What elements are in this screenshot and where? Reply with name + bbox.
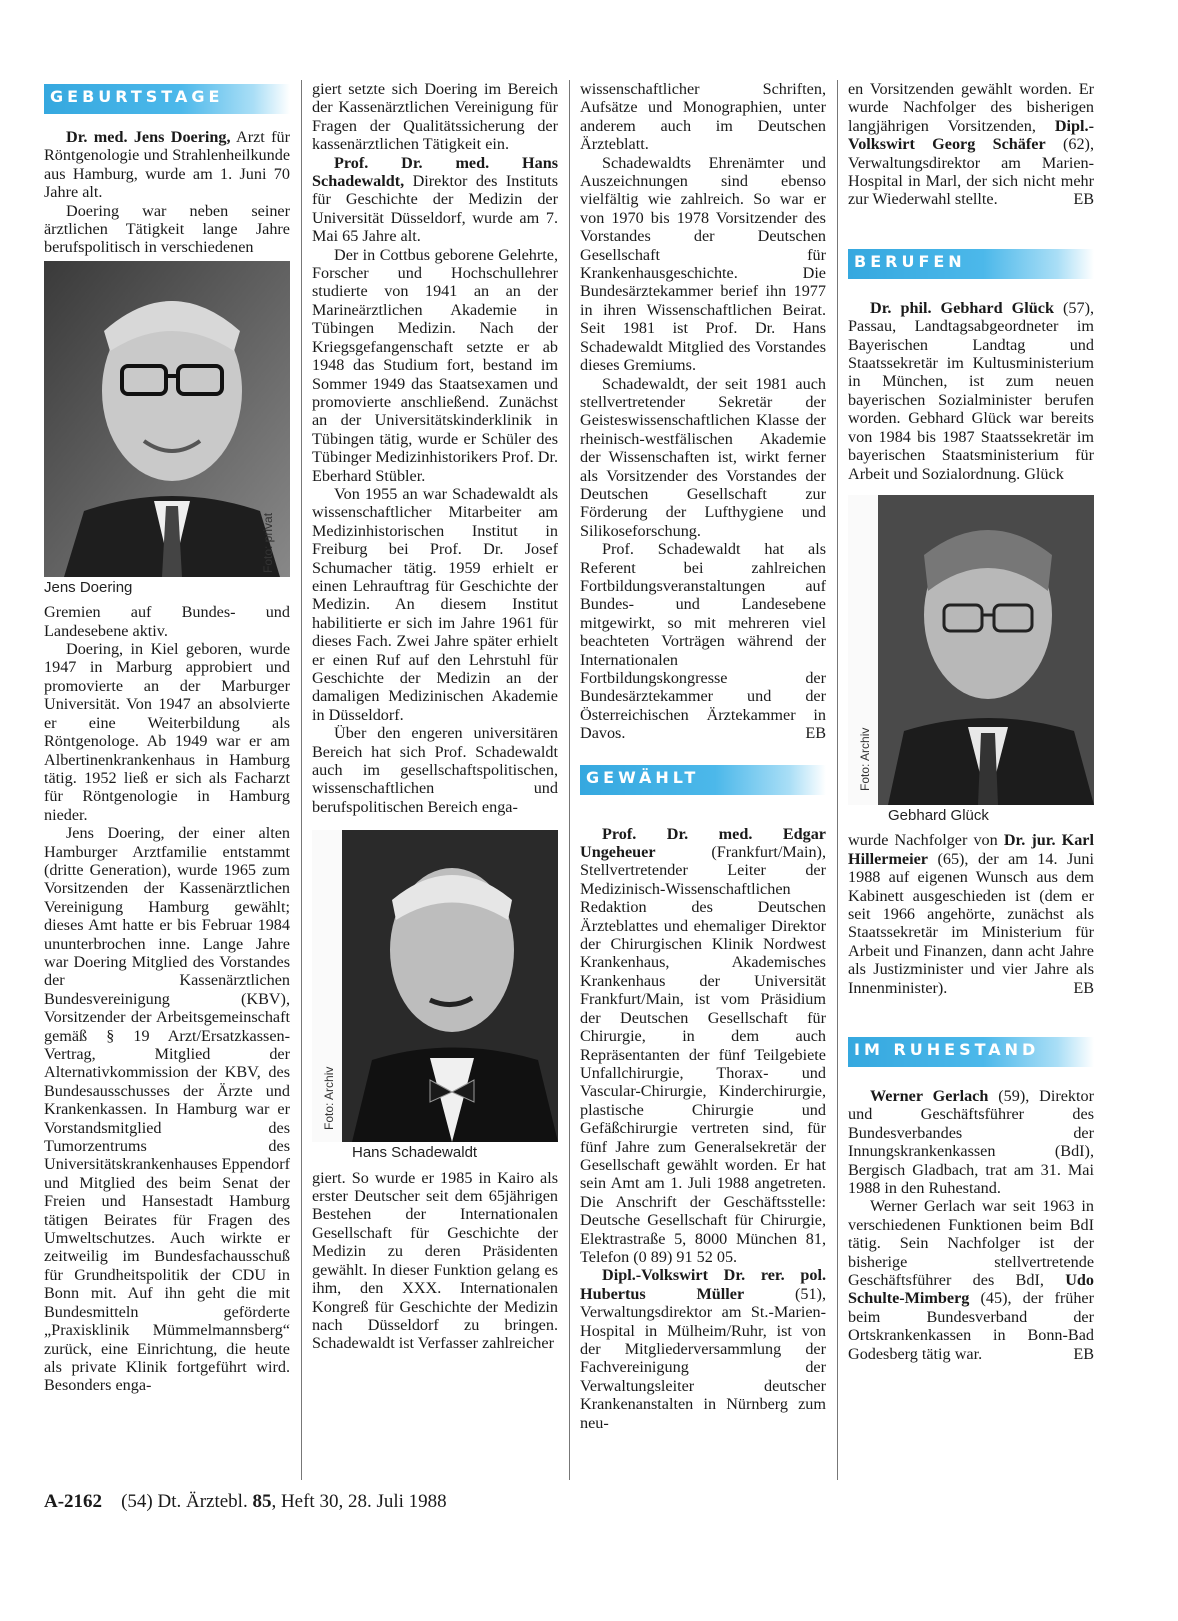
paragraph: Der in Cottbus geborene Gelehrte, Forscher und Hochschullehrer studierte von 1941 an an der Marineärztlichen Akademie in Tübingen Medizin. Nach der Kriegsgefangenschaft setzte er ab 1948 das Studium fort, bestand im Sommer 1949 das Staatsexamen und promovierte anschließend. Zunächst an der Universitätskinderklinik in Tübingen tätig, wurde er Schüler des Tübinger Medizinhistorikers Prof. Dr. Eberhard Stübler. <box>312 245 558 485</box>
column-rule <box>837 80 838 1480</box>
paragraph: Von 1955 an war Schadewaldt als wissenschaftlicher Mitarbeiter am Medizinhistorischen Institut in Freiburg bei Prof. Dr. Josef Schumacher tätig. 1959 erhielt er einen Lehrauftrag für Geschichte der Medizin. An diesem Institut habilitierte er sich im Jahre 1961 für dieses Fach. Zwei Jahre später erhielt er einen Ruf auf den Lehrstuhl für Geschichte der Medizin an der damaligen Medizinischen Akademie in Düsseldorf. <box>312 484 558 724</box>
paragraph-text: (59), Direktor und Geschäftsführer des Bundesverbandes der Innungskrankenkassen (BdI), Bergisch Gladbach, trat am 31. Mai 1988 in den Ruhestand. <box>848 1086 1094 1197</box>
paragraph: Über den engeren universitären Bereich hat sich Prof. Schadewaldt auch im gesellschaftspolitischen, wissenschaftlichen und berufspolitischen Bereich enga- <box>312 724 558 816</box>
column-2 <box>312 80 558 1353</box>
paragraph: Doering war neben seiner ärztlichen Tätigkeit lange Jahre berufspolitisch in verschiedenen <box>44 201 290 257</box>
author-initials: EB <box>1073 1344 1094 1363</box>
paragraph <box>848 1197 1094 1363</box>
section-title: IM RUHESTAND <box>854 1039 1040 1059</box>
paragraph <box>848 80 1094 209</box>
person-name: Udo Schulte-Mimberg <box>848 1271 1094 1308</box>
section-title: GEWÄHLT <box>586 767 700 787</box>
paragraph <box>848 299 1094 483</box>
person-name: Dipl.-Volkswirt Georg Schäfer <box>848 116 1094 154</box>
paragraph: Jens Doering, der einer alten Hamburger Arztfamilie entstammt (dritte Generation), wurde 1965 zum Vorsitzenden der Kassenärztlichen Vereinigung Hamburg gewählt; dieses Amt hatte er bis Februar 1984 ununterbrochen inne. Lange Jahre war Doering Mitglied des Vorstandes der Kassenärztlichen Bundesvereinigung (KBV), Vorsitzender der Arbeitsgemeinschaft gemäß § 19 Arzt/Ersatzkassen-Vertrag, Mitglied der Alternativkommission der KBV, des Bundesausschusses der Ärzte und Krankenkassen. In Hamburg war er Vorstandsmitglied des Tumorzentrums des Universitätskrankenhauses Eppendorf und Mitglied des beim Senat der Freien und Hansestadt Hamburg tätigen Beirates für Fragen des Umweltschutzes. Auch wirkte er zeitweilig im Bundesfachausschuß für Grundheitspolitik der CDU in Bonn mit. Auf ihn geht die mit Bundesmitteln geförderte „Praxisklinik Mümmelmannsberg“ zurück, eine Einrichtung, die heute als private Klinik fortgeführt wird. Besonders enga- <box>44 824 290 1395</box>
volume-number: 85 <box>252 1491 272 1512</box>
paragraph-text: wurde Nachfolger von <box>848 831 1004 850</box>
paragraph-text: (51), Verwaltungsdirektor am St.-Marien-Hospital in Mülheim/Ruhr, ist von der Mitgliederversammlung der Fachvereinigung der Verwaltungsleiter deutscher Krankenanstalten in Nürnberg zum neu- <box>580 1284 826 1432</box>
paragraph-text: (Frankfurt/Main), Stellvertretender Leiter der Medizinisch-Wissenschaftlichen Redaktion des Deutschen Ärzteblattes und ehemaliger Direktor der Chirurgischen Klinik Nordwest Krankenhaus, Akademisches Krankenhaus der Universität Frankfurt/Main, ist vom Präsidium der Deutschen Gesellschaft für Chirurgie, in dem auch Repräsentanten der fünf Teilgebiete Unfallchirurgie, Thorax- und Vascular-Chirurgie, Kinderchirurgie, plastische Chirurgie und Gefäßchirurgie vertreten sind, für fünf Jahre zum Generalsekretär der Gesellschaft gewählt worden. Er hat sein Amt am 1. Juli 1988 angetreten. Die Anschrift der Geschäftsstelle: Deutsche Gesellschaft für Chirurgie, Elektrastraße 5, 8000 München 81, Telefon (0 89) 91 52 05. <box>580 843 826 1266</box>
section-title: BERUFEN <box>854 251 966 271</box>
issue-date: , Heft 30, 28. Juli 1988 <box>271 1491 447 1512</box>
paragraph <box>580 825 826 1267</box>
photo-caption: Gebhard Glück <box>888 806 989 824</box>
paragraph: Doering, in Kiel geboren, wurde 1947 in Marburg approbiert und promovierte an der Marburger Universität. Von 1947 an absolvierte er eine Weiterbildung als Röntgenologe. Ab 1949 war er am Albertinenkrankenhaus in Hamburg tätig. 1952 ließ er sich als Facharzt für Röntgenologie in Hamburg nieder. <box>44 640 290 824</box>
photo-jens-doering <box>44 261 290 577</box>
paragraph-text: Direktor des Instituts für Geschichte der Medizin der Universität Düsseldorf, wurde am 7. Mai 65 Jahre alt. <box>312 172 558 246</box>
section-header-ruhestand <box>848 1037 1094 1067</box>
paragraph <box>44 128 290 202</box>
page-footer <box>44 1491 447 1513</box>
author-initials: EB <box>1073 978 1094 997</box>
person-name: Prof. Dr. med. Hans Schadewaldt, <box>312 153 558 191</box>
photo-caption: Jens Doering <box>44 578 133 596</box>
paragraph: Schadewaldts Ehrenämter und Auszeichnungen sind ebenso vielfältig wie zahlreich. So war er von 1970 bis 1978 Vorsitzender des Vorstandes der Deutschen Gesellschaft für Krankenhausgeschichte. Die Bundesärztekammer berief ihn 1977 in ihren Wissenschaftlichen Beirat. Seit 1981 ist Prof. Dr. Hans Schadewaldt Mitglied des Vorstandes dieses Gremiums. <box>580 153 826 375</box>
paragraph: Gremien auf Bundes- und Landesebene aktiv. <box>44 603 290 640</box>
paragraph-text: en Vorsitzenden gewählt worden. Er wurde Nachfolger des bisherigen langjährigen Vorsitzenden, <box>848 80 1094 135</box>
paragraph: wissenschaftlicher Schriften, Aufsätze und Monographien, unter anderem auch im Deutschen Ärzteblatt. <box>580 80 826 154</box>
paragraph-text: Prof. Schadewaldt hat als Referent bei zahlreichen Fortbildungsveranstaltungen auf Bundes- und Landesebene mitgewirkt, so mit mehreren viel beachteten Vorträgen während der Internationalen Fortbildungskongresse der Bundesärztekammer und der Österreichischen Ärztekammer in Davos. <box>580 540 826 743</box>
paragraph-text: (62), Verwaltungsdirektor am Marien-Hospital in Marl, der sich nicht mehr zur Wiederwahl stellte. <box>848 135 1094 209</box>
photo-gebhard-glueck <box>848 495 1094 805</box>
paragraph-text: (45), der früher beim Bundesverband der Ortskrankenkassen in Bonn-Bad Godesberg tätig war. <box>848 1289 1094 1363</box>
paragraph <box>580 1266 826 1432</box>
author-initials: EB <box>805 724 826 743</box>
publication-name: (54) Dt. Ärztebl. <box>121 1491 248 1512</box>
paragraph <box>848 1087 1094 1197</box>
author-initials: EB <box>1073 190 1094 209</box>
section-header-berufen <box>848 249 1094 279</box>
person-name: Dr. jur. Karl Hillermeier <box>848 831 1094 868</box>
paragraph-text: Werner Gerlach war seit 1963 in verschiedenen Funktionen beim BdI tätig. Sein Nachfolger ist der bisherige stellvertretende Geschäftsführer des BdI, <box>848 1197 1094 1290</box>
person-name: Werner Gerlach <box>870 1086 989 1105</box>
paragraph: giert setzte sich Doering im Bereich der Kassenärztlichen Vereinigung für Fragen der Qualitätssicherung der kassenärztlichen Tätigkeit ein. <box>312 80 558 154</box>
paragraph-text: (57), Passau, Landtagsabgeordneter im Bayerischen Landtag und Staatssekretär im Kultusministerium in München, ist zum neuen bayerischen Sozialminister berufen worden. Gebhard Glück war bereits von 1984 bis 1987 Staatssekretär im bayerischen Staatsministerium für Arbeit und Sozialordnung. Glück <box>848 298 1095 483</box>
section-header-geburtstage <box>44 84 290 114</box>
column-rule <box>301 80 302 1480</box>
paragraph <box>580 540 826 742</box>
paragraph-text: Arzt für Röntgenologie und Strahlenheilkunde aus Hamburg, wurde am 1. Juni 70 Jahre alt. <box>44 128 290 202</box>
paragraph <box>848 831 1094 997</box>
page-number: A-2162 <box>44 1491 103 1512</box>
person-name: Dipl.-Volkswirt Dr. rer. pol. Hubertus Müller <box>580 1266 826 1303</box>
photo-caption: Hans Schadewaldt <box>352 1144 478 1162</box>
column-4 <box>848 80 1094 1363</box>
person-name: Dr. med. Jens Doering, <box>66 128 231 146</box>
section-title: GEBURTSTAGE <box>50 87 224 106</box>
photo-hans-schadewaldt <box>312 830 558 1142</box>
column-1 <box>44 80 290 1395</box>
photo-credit: Foto: Archiv <box>322 1066 336 1131</box>
paragraph: giert. So wurde er 1985 in Kairo als erster Deutscher seit dem 65jährigen Bestehen der Internationalen Gesellschaft für Geschichte der Medizin zu deren Präsidenten gewählt. In dieser Funktion gelang es ihm, den XXX. Internationalen Kongreß für Geschichte der Medizin nach Düsseldorf zu bringen. Schadewaldt ist Verfasser zahlreicher <box>312 1168 558 1353</box>
person-name: Prof. Dr. med. Edgar Ungeheuer <box>580 824 826 862</box>
photo-credit: Foto: privat <box>261 512 275 573</box>
paragraph-text: (65), der am 14. Juni 1988 auf eigenen Wunsch aus dem Kabinett ausgeschieden ist (dem er seit 1966 angehörte, zunächst als Staatssekretär im Ministerium für Arbeit und Finanzen, dann acht Jahre als Justizminister und vier Jahre als Innenminister). <box>848 849 1094 997</box>
column-3 <box>580 80 826 1432</box>
portrait-image <box>312 830 558 1142</box>
portrait-image <box>848 495 1094 805</box>
column-rule <box>569 80 570 1480</box>
photo-credit: Foto: Archiv <box>858 727 872 791</box>
paragraph <box>312 154 558 246</box>
paragraph: Schadewaldt, der seit 1981 auch stellvertretender Sekretär der Geisteswissenschaftlichen Klasse der rheinisch-westfälischen Akademie der Wissenschaften ist, wirkt ferner als Vorsitzender des Vorstandes der Deutschen Gesellschaft zur Förderung der Lufthygiene und Silikoseforschung. <box>580 374 826 540</box>
portrait-image <box>44 261 290 577</box>
section-header-gewaehlt <box>580 765 826 795</box>
person-name: Dr. phil. Gebhard Glück <box>870 298 1054 317</box>
